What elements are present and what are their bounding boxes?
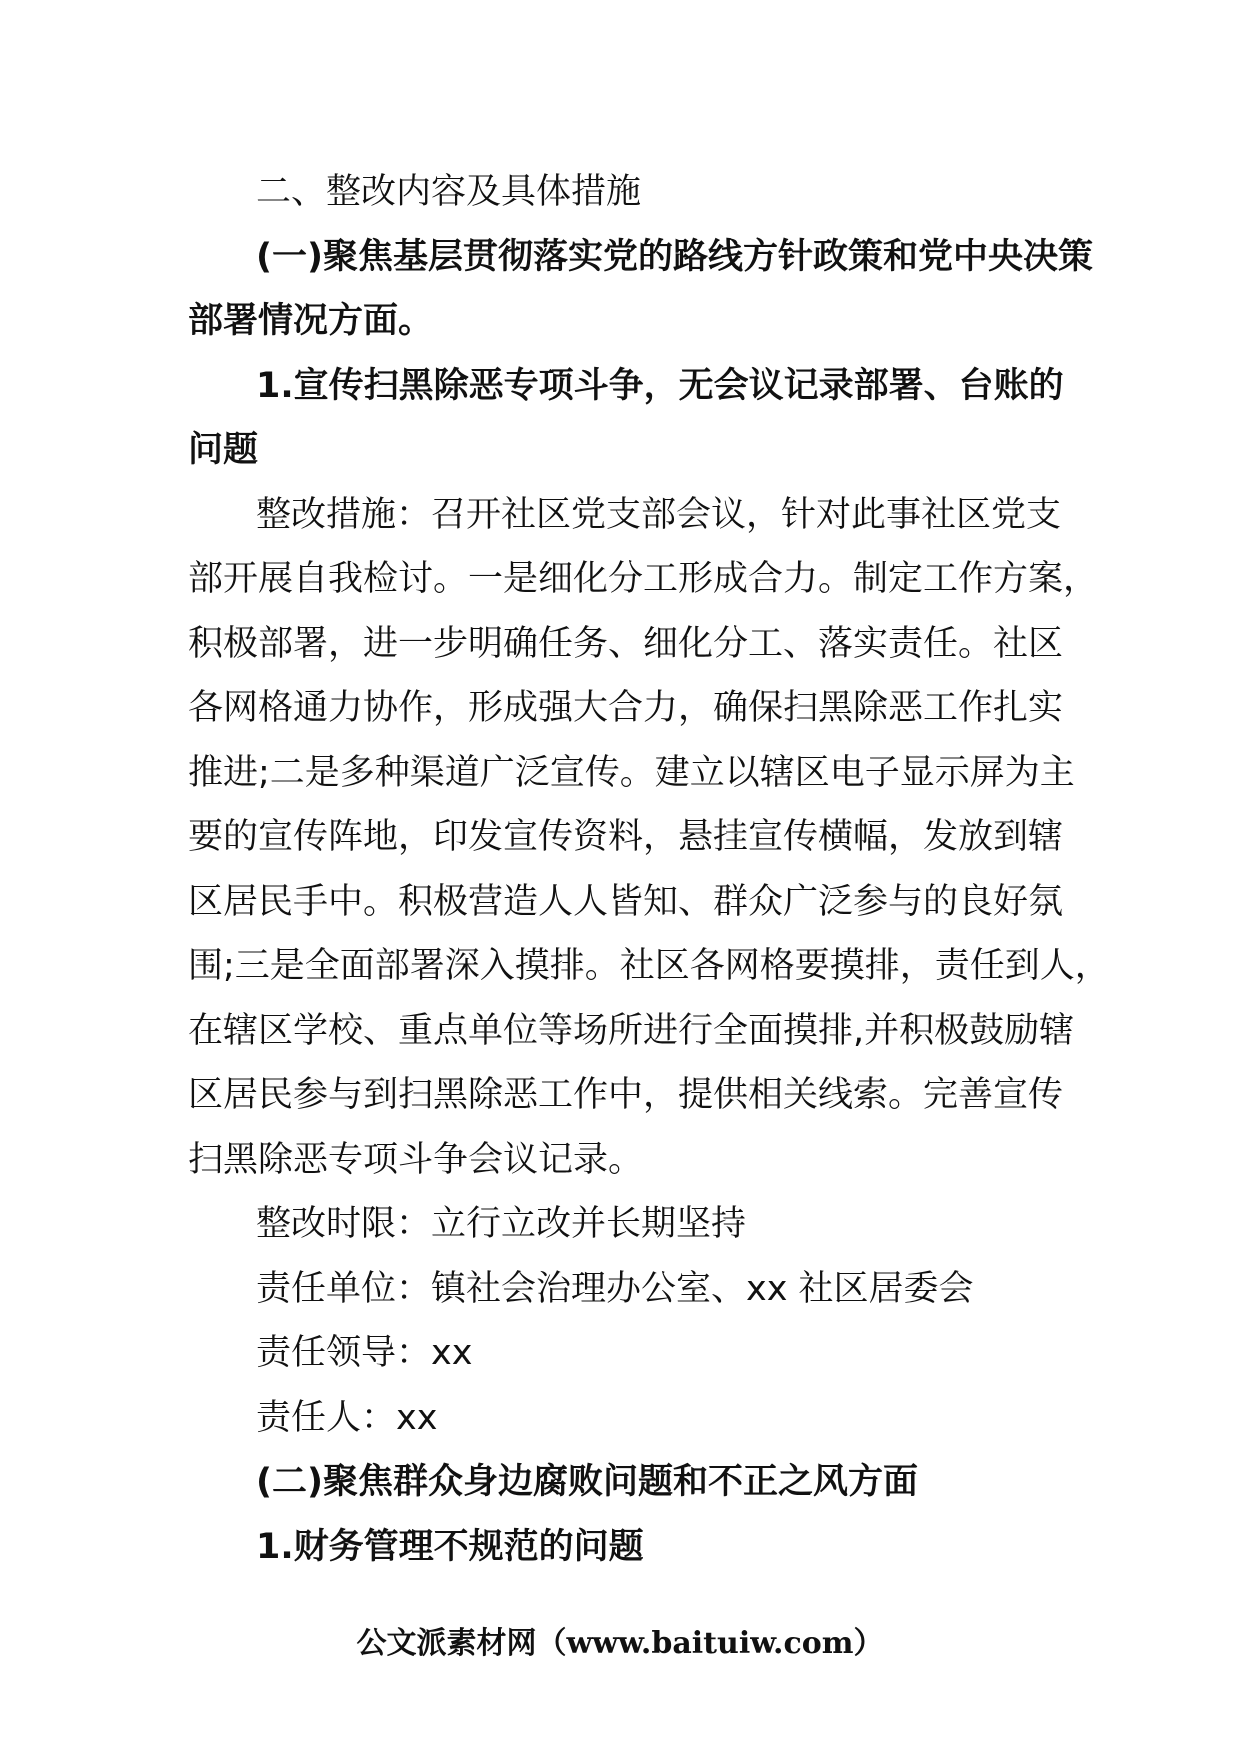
responsible-leader-line: 责任领导：xx [256, 1333, 473, 1373]
document-body [188, 160, 1110, 1579]
measures-paragraph-line: 要的宣传阵地，印发宣传资料，悬挂宣传横幅，发放到辖 [188, 817, 1064, 857]
measures-paragraph-line: 各网格通力协作，形成强大合力，确保扫黑除恶工作扎实 [188, 688, 1064, 728]
subsection-heading-1: (一)聚焦基层贯彻落实党的路线方针政策和党中央决策 [256, 236, 1093, 277]
item-1-title: 1.宣传扫黑除恶专项斗争，无会议记录部署、台账的 [256, 365, 1064, 406]
measures-paragraph-line: 扫黑除恶专项斗争会议记录。 [188, 1139, 644, 1180]
subsection-heading-1-cont: 部署情况方面。 [188, 301, 434, 341]
footer-watermark: 公文派素材网（www.baituiw.com） [356, 1626, 884, 1661]
measures-paragraph-line: 整改措施：召开社区党支部会议，针对此事社区党支 [256, 494, 1062, 535]
deadline-line: 整改时限：立行立改并长期坚持 [256, 1204, 747, 1244]
item-2-title: 1.财务管理不规范的问题 [256, 1526, 644, 1567]
responsible-person-line: 责任人：xx [256, 1397, 438, 1438]
measures-paragraph-line: 推进;二是多种渠道广泛宣传。建立以辖区电子显示屏为主 [188, 752, 1075, 793]
measures-paragraph-line: 部开展自我检讨。一是细化分工形成合力。制定工作方案， [188, 559, 1099, 599]
item-1-title-cont: 问题 [188, 430, 259, 470]
measures-paragraph-line: 围;三是全面部署深入摸排。社区各网格要摸排，责任到人， [188, 946, 1110, 986]
responsible-unit-line: 责任单位：镇社会治理办公室、xx 社区居委会 [256, 1268, 974, 1309]
measures-paragraph-line: 积极部署，进一步明确任务、细化分工、落实责任。社区 [188, 623, 1064, 664]
measures-paragraph-line: 区居民手中。积极营造人人皆知、群众广泛参与的良好氛 [188, 881, 1064, 922]
section-heading: 二、整改内容及具体措施 [256, 172, 642, 212]
subsection-heading-2: (二)聚焦群众身边腐败问题和不正之风方面 [256, 1462, 918, 1502]
measures-paragraph-line: 区居民参与到扫黑除恶工作中，提供相关线索。完善宣传 [188, 1075, 1064, 1115]
measures-paragraph-line: 在辖区学校、重点单位等场所进行全面摸排,并积极鼓励辖 [188, 1010, 1075, 1051]
